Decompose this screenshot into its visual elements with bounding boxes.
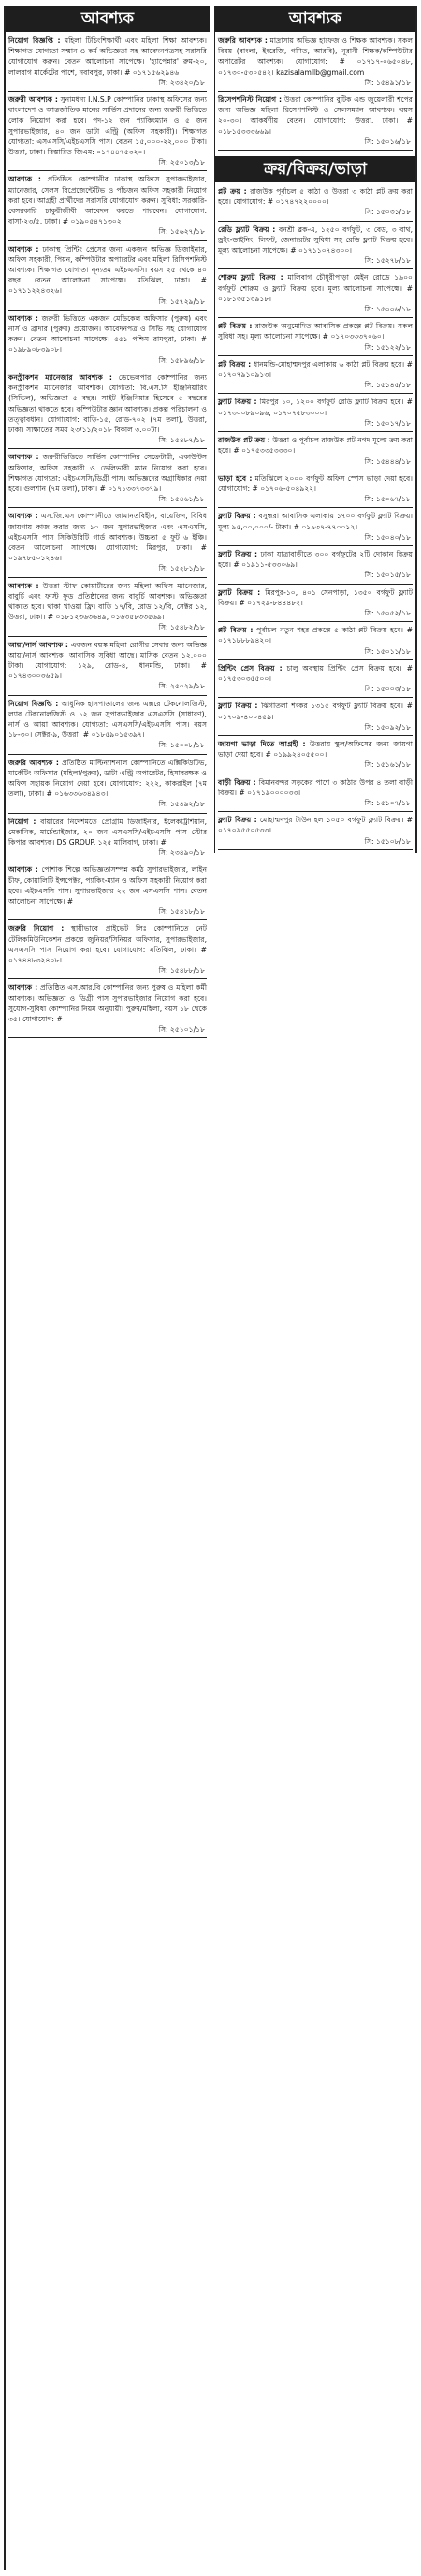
ad-title: নিয়োগ বিজ্ঞপ্তি : <box>8 36 61 45</box>
ad-body: ঢাকাস্থ প্রিন্টিং প্রেসের জন্য একজন অভিজ্ঞ ডিজাইনার, অফিস সহকারী, পিয়ন, কম্পিউটার অপারেটর এবং মহিলা রিসিপশনিস্ট আবশ্যক। শিক্ষাগত যোগ্যতা নূন্যতম এইচএসসি। বয়স ২৫ থেকে ৪০ বছর। বেতন আলোচনা সাপেক্ষে। মতিঝিল, ঢাকা। # ০১৭১১২২৪৩২৬। <box>8 244 207 296</box>
classified-ad <box>218 701 413 733</box>
ad-title: জরুরি নিয়োগ : <box>8 924 65 933</box>
classified-ad <box>8 640 207 693</box>
ad-title: জায়গা ভাড়া দিতে আগ্রহী : <box>218 739 306 748</box>
ad-body: বসুন্ধরা আবাসিক এলাকায় ১৭০০ বর্গফুট ফ্ল্যাট বিক্রয়। মূল্য ৯৫,০০,০০০/- টাকা। # ০১৯৩৭-৭৭০০১২। <box>218 512 414 531</box>
ad-body: পোশাক শিল্পে অভিজ্ঞতাসম্পন্ন কর্মঠ সুপারভাইজার, লাইন চীফ, কোয়ালিটি ইন্সপেক্টর, প্যাকিং-ম্যান ও অফিস সহকারী নিয়োগ করা হবে। এইচএসসি পাস। সুপারভাইজার ২২ জন এসএসসি পাস। বেতন আলোচনা সাপেক্ষে। # <box>8 865 207 906</box>
ad-divider <box>218 659 413 660</box>
ad-title: আবশ্যক : <box>8 512 38 521</box>
ad-code: সি: ১৫০১৭/১৮ <box>364 418 411 427</box>
ad-body: প্রতিষ্ঠিত এস.আর.বি কোম্পানির জন্য পুরুষ ও মহিলা কর্মী আবশ্যক। অভিজ্ঞতা ও ডিগ্রী পাস সুপারভাইজার নিয়োগ করা হবে। সুযোগ-সুবিধা কোম্পানির নিয়ম অনুযায়ী। পুরুষ/মহিলা, বয়স ১৮ থেকে ৩৫। যোগাযোগ: # <box>8 983 207 1024</box>
classified-ad <box>218 625 413 658</box>
ad-body: মিরপুর-১০, ৪০১ সেনপাড়া, ১৩৫০ বর্গফুট ফ্ল্যাট বিক্রয়। # ০১৭২৯-৮৪৪৪৮২। <box>218 587 413 607</box>
ad-body: একজন বয়স্ক মহিলা রোগীর সেবার জন্য অভিজ্ঞ আয়া/নার্স আবশ্যক। আবাসিক সুবিধা আছে। মাসিক বেতন ১২,০০০ টাকা। যোগাযোগ: ১২৯, রোড-৪, ধানমন্ডি, ঢাকা। # ০১৭৪৩০০৩৬৫৯। <box>8 640 207 681</box>
ad-body: মোহাম্মদপুর টাউন হল ১০৫০ বর্গফুট ফ্ল্যাট বিক্রয়। # ০১৭০৯৫৫০৫৩৩। <box>218 816 414 835</box>
property-ads-list <box>218 186 413 850</box>
ad-title: রাজউক প্লট ক্রয় : <box>218 436 270 445</box>
classified-ad <box>218 587 413 620</box>
ad-title: ফ্ল্যাট বিক্রয় : <box>218 587 261 597</box>
ad-body: ধানমন্ডি-মোহাম্মদপুর এলাকায় ৬ কাঠা প্লট বিক্রয় হবে। # ০১৭০৭৯১০৯১৩। <box>218 359 413 380</box>
classified-ad <box>218 224 413 268</box>
ad-title: আবশ্যক : <box>8 581 39 590</box>
ad-divider <box>218 621 413 622</box>
ad-code: সি: ১৫৪৯২/১৮ <box>158 800 205 809</box>
ad-title: কনস্ট্রাকশন ম্যানেজার আবশ্যক : <box>8 372 112 382</box>
ad-code: সি: ১৫৪৮৮/১৮ <box>158 966 205 976</box>
ad-divider <box>8 636 207 637</box>
ad-divider <box>218 431 413 432</box>
ad-divider <box>218 584 413 585</box>
classified-ad <box>8 982 207 1035</box>
ad-body: প্রতিষ্ঠিত কোম্পানীর ঢাকাস্থ অফিসে সুপারভাইজার, ম্যানেজার, সেলস রিপ্রেজেন্টেটিভ ও পাঁচজন অফিস সহকারী নিয়োগ করা হবে। আগ্রহী প্রার্থীদের সরাসরি যোগাযোগ করুন। সুবিধা: সরকারি-বেসরকারি চাকুরীজীবী আবেদন করতে পারবেন। যোগাযোগ: বাসা-২৩/৫, ঢাকা। # ০১৯০৫৪৭১৩০২। <box>8 175 207 226</box>
ad-body: মতিঝিলে ২০০০ বর্গফুট অফিস স্পেস ভাড়া দেয়া হবে। যোগাযোগ: # ০১৭০৬-৫০৪৯২২। <box>218 473 413 493</box>
ad-code: সি: ১৫১০৮/১৮ <box>364 836 411 846</box>
ad-title: জরুরী আবশ্যক : <box>8 95 58 105</box>
ad-divider <box>218 91 413 92</box>
ad-divider <box>8 978 207 979</box>
ad-divider <box>218 735 413 736</box>
ad-divider <box>8 507 207 508</box>
ad-code: সি: ১৫০১৫/১৮ <box>364 571 411 580</box>
classified-ad <box>8 452 207 505</box>
classified-ad <box>8 36 207 89</box>
ad-title: আবশ্যক : <box>8 865 38 875</box>
ad-title: আবশ্যক : <box>8 175 41 184</box>
ad-body: মহিলা টিচিংশিক্ষার্থী এবং মহিলা শিক্ষা আবশ্যক। শিক্ষাগত যোগ্যতা সম্মান ও কর্ম অভিজ্ঞতা সহ আবেদনপত্রসহ সরাসরি যোগাযোগ করুন। বেতন আলোচনা সাপেক্ষে। 'হ্যাপেন্নার' রুম-২০, লালবাগ মার্কেটের পাশে, নবাবপুর, ঢাকা। # ০১৭১৫৬২৯৪৬ <box>8 36 207 77</box>
ad-title: আবশ্যক : <box>8 244 39 253</box>
ad-code: সি: ২৫১০১/১৮ <box>158 1025 205 1035</box>
right-section-header: আবশ্যক <box>215 6 415 32</box>
ad-title: ফ্ল্যাট বিক্রয় : <box>218 816 257 825</box>
ad-body: উত্তরায় স্কুল/অফিসের জন্য জায়গা ভাড়া দেয়া হবে। # ০১৯৯২৪০৫৫০০। <box>218 739 413 760</box>
ad-body: জরুরীভিত্তিতে সার্ভিস কোম্পানির সেক্রেটারী, একাউন্টস অফিসার, অফিস সহকারী ও ডেলিভারী ম্যান নিয়োগ করা হবে। শিক্ষাগত যোগ্যতা: এইচএসসি/ডিগ্রী পাস। অভিজ্ঞদের অগ্রাধিকার দেয়া হবে। গুলশান (৭ম তলা), ঢাকা। # ০১৭১৩৩৭৩৩৭৯। <box>8 453 207 493</box>
ad-body: চালু অবস্থায় প্রিন্টিং প্রেস বিক্রয় হবে। # ০১৭৫৩০৩৫৫০০। <box>218 663 413 683</box>
classified-ad <box>8 758 207 811</box>
ad-divider <box>8 695 207 696</box>
ad-code: সি: ১৫১০৭/১৮ <box>364 798 411 807</box>
ad-title: প্লট ক্রয় : <box>218 187 247 196</box>
classified-ad <box>8 372 207 446</box>
ad-divider <box>218 393 413 394</box>
ad-code: সি: ১৫১২২/১৮ <box>364 342 411 352</box>
classified-ad <box>8 94 207 168</box>
classified-ad <box>218 186 413 219</box>
ad-divider <box>8 577 207 578</box>
ad-divider <box>218 150 413 151</box>
left-column <box>4 6 210 2570</box>
ad-code: সি: ১৫০০৬/১৮ <box>364 305 411 314</box>
ad-code: সি: ১৫৪১৮/১৮ <box>158 907 205 917</box>
ad-code: সি: ১৫০৩১/১৮ <box>364 208 411 217</box>
ad-divider <box>8 448 207 449</box>
ad-code: সি: ১৫৪৬১/১৮ <box>158 495 205 504</box>
ad-divider <box>218 811 413 812</box>
classified-ad <box>8 244 207 308</box>
ad-title: রেডি ফ্ল্যাট বিক্রয় : <box>218 224 276 234</box>
ad-body: উত্তরা স্টাফ কোয়ার্টারের জন্য মহিলা অফিস ম্যানেজার, বাবুর্চি এবং ফাস্ট ফুড প্রতিষ্ঠানের জন্য বাবুর্চি আবশ্যক। অভিজ্ঞতা থাকতে হবে। থাকা খাওয়া ফ্রি। বাড়ি ১৭/বি, রোড ১২/বি, সেক্টর ১২, উত্তরা, ঢাকা। # ০১৮১২৩৬৩৬৪৯, ০১৬৩৫৮৩৩৫৬৯। <box>8 581 207 622</box>
ad-body: মাদ্রাসায় অভিজ্ঞ হাফেজ ও শিক্ষক আবশ্যক। সকল বিষয় (বাংলা, ইংরেজি, গণিত, আরবি), নূরানী শিক্ষক/কম্পিউটার অপারেটর আবশ্যক। যোগাযোগ: # ০১৭১৭-০৬৫০৪৮, ০১৭৩০-৫৩০৫৪২। kazisalamllb@gmail.com <box>218 36 413 77</box>
ad-code: সি: ১৫১৪৫/১৮ <box>364 381 411 390</box>
ad-divider <box>8 754 207 755</box>
ad-title: আয়া/নার্স আবশ্যক : <box>8 640 68 649</box>
classified-ad <box>8 699 207 752</box>
classified-ad <box>8 864 207 918</box>
ad-code: সি: ১৫০৫২/১৮ <box>364 608 411 617</box>
ad-title: আবশ্যক : <box>8 453 39 462</box>
ad-divider <box>218 221 413 222</box>
ad-body: আধুনিক হাসপাতালের জন্য এক্সরে টেকনোলজিস্ট, ল্যাব টেকনোলজিস্ট ও ১২ জন সুপারভাইজার এসএসসি (সাধারণ), নার্স ও আয়া আবশ্যক। যোগ্যতা: এসএসসি/এইচএসসি পাস। বয়স ১৮-৩০। সেক্টর-৯, উত্তরা। # ০১৮৫৯০১৫৩৯৭। <box>8 699 207 740</box>
ad-divider <box>218 317 413 318</box>
ad-code: সি: ১৫০৬৭/১৮ <box>364 495 411 504</box>
ad-divider <box>218 268 413 269</box>
ad-code: সি: ১৫৬২৭/১৮ <box>158 227 205 237</box>
ad-body: ঢাকা যাত্রাবাড়ীতে ৩০০ বর্গফুটের ২টি দোকান বিক্রয় হবে। # ০১৯১১-৫৩৩০৬৯। <box>218 549 413 570</box>
ad-body: বনশ্রী ব্লক-এ, ১২৫০ বর্গফুট, ৩ বেড, ৩ বাথ, ড্রইং-ডাইনিং, লিফট, জেনারেটর সুবিধা সহ রেডি ফ্ল্যাট বিক্রয় হবে। মূল্য আলোচনা সাপেক্ষে। # ০১৭১১০৭৪৩০০। <box>218 224 413 255</box>
ad-title: আবশ্যক : <box>8 313 38 323</box>
left-section-header: আবশ্যক <box>6 6 210 32</box>
ad-body: বায়ারের নির্দেশমতে প্রোগ্রাম ডিজাইনার, ইলেকট্রিশিয়ান, মেকানিক, মার্চেন্ডাইজার, ২০ জন এসএসসি/এইচএসসি পাস স্টোর কিপার আবশ্যক। DS GROUP. ১২৫ মালিবাগ, ঢাকা। # <box>8 817 207 847</box>
classified-ad <box>218 397 413 429</box>
ad-title: বাড়ী বিক্রয় : <box>218 777 256 787</box>
ad-body: পূর্বাচল নতুন শহর প্রকল্পে ৫ কাঠা প্লট বিক্রয় হবে। # ০১৭১৮৮৮৯৪২০। <box>218 626 413 645</box>
classified-ad <box>218 663 413 696</box>
ad-title: শোরুম ফ্ল্যাট বিক্রয় : <box>218 273 283 282</box>
ad-title: ভাড়া হবে : <box>218 473 253 483</box>
ad-code: সি: ১৫০৯২/১৮ <box>364 722 411 731</box>
classified-ad <box>8 174 207 238</box>
ad-code: সি: ১৫২৭৮/১৮ <box>364 256 411 266</box>
ad-code: সি: ২৫০১৩/১৮ <box>158 158 205 167</box>
right-ads-list <box>218 36 413 151</box>
ad-title: ফ্ল্যাট বিক্রয় : <box>218 702 258 711</box>
ad-title: জরুরি আবশ্যক : <box>218 36 268 45</box>
ad-title: রিসেপশনিস্ট নিয়োগ : <box>218 95 283 105</box>
ad-title: ফ্ল্যাট বিক্রয় : <box>218 398 257 407</box>
ad-divider <box>218 697 413 698</box>
classified-ad <box>218 511 413 543</box>
ad-title: ফ্ল্যাট বিক্রয় : <box>218 512 256 521</box>
ad-code: সি: ২৩৪৯০/১৮ <box>158 848 205 858</box>
right-column <box>214 6 417 853</box>
classified-ad <box>218 549 413 582</box>
classified-ad <box>218 94 413 148</box>
classified-ad <box>218 321 413 354</box>
ad-title: ফ্ল্যাট বিক্রয় : <box>218 549 258 558</box>
ad-body: উত্তরা কোম্পানির বুটিক এন্ড জুয়েলারী শপের জন্য অভিজ্ঞ মহিলা রিসেপশনিস্ট ও সেলসম্যান আবশ্যক। বয়স ২০-৩০। আকর্ষণীয় বেতন। যোগাযোগ: উত্তরা, ঢাকা। # ০১৮১৫৩৩৩৬৬৯। <box>218 95 413 136</box>
ad-code: সি: ১৫৪৮৭/১৮ <box>158 436 205 445</box>
classified-ad <box>218 359 413 392</box>
ad-divider <box>8 813 207 814</box>
classified-ad <box>8 581 207 634</box>
ad-body: মালিবাগ চৌধুরীপাড়া মেইন রোডে ১৬০০ বর্গফুট শোরুম ও ফ্ল্যাট বিক্রয় হবে। মূল্য আলোচনা সাপেক্ষে। # ০১৮১৩৫১৩৯১৮। <box>218 273 413 303</box>
ad-body: ডেভেলপার কোম্পানির জন্য কনস্ট্রাকশন ম্যানেজার আবশ্যক। যোগ্যতা: বি.এস.সি ইঞ্জিনিয়ারিং (সিভিল), অভিজ্ঞতা ৫ বছর। সাইট ইঞ্জিনিয়ার হিসেবে ৫ বছরের অভিজ্ঞতা থাকতে হবে। কম্পিউটার জ্ঞান আবশ্যক। প্রকল্প পরিচালনা ও তত্ত্বাবধান। যোগাযোগ: বাড়ি-১৫, রোড-৭০২ (৭ম তলা), উত্তরা, ঢাকা। সাক্ষাতের সময় ২৩/১১/২০১৮ বিকাল ৩.০০টা। <box>8 372 207 434</box>
ad-title: আবশ্যক : <box>8 983 38 992</box>
ad-body: ঝিগাতলা শংকর ১৩১৫ বর্গফুট ফ্ল্যাট বিক্রয় হবে। # ০১৭০৯-৪০০৪৫৯। <box>218 702 414 721</box>
classified-ad <box>218 815 413 847</box>
ad-code: সি: ১৫২৮১/১৮ <box>158 564 205 573</box>
classified-ad <box>8 817 207 860</box>
ad-title: নিয়োগ বিজ্ঞপ্তি : <box>8 699 59 708</box>
ad-divider <box>8 170 207 171</box>
ad-title: নিয়োগ : <box>8 817 36 826</box>
classified-ad <box>218 435 413 468</box>
ad-title: প্লট বিক্রয় : <box>218 359 252 369</box>
ad-code: সি: ১৫৪৯১/১৮ <box>364 78 411 87</box>
ad-code: সি: ১৫০৪০/১৮ <box>364 532 411 542</box>
ad-divider <box>8 240 207 241</box>
ad-code: সি: ১৫০১৬/১৮ <box>364 137 411 146</box>
ad-body: এস.জি.এস কোম্পানীতে জামানতবিহীন, বায়েজিদ, বিবিধ জায়গায় কাজ করার জন্য ১০ জন সুপারভাইজার এবং এসএসসি, এইচএসসি পাস সিকিউরিটি গার্ড আবশ্যক। উচ্চতা ৫ ফুট ৬ ইঞ্চি। বেতন আলোচনা সাপেক্ষে। যোগাযোগ: মিরপুর, ঢাকা। # ০১৯৭৮৫০১২৪৬। <box>8 512 207 563</box>
ad-divider <box>218 507 413 508</box>
ad-divider <box>218 849 413 850</box>
ad-body: প্রতিষ্ঠিত মাল্টিন্যাশনাল কোম্পানিতে এক্সিকিউটিভ, মার্কেটিং অফিসার (মহিলা/পুরুষ), ডাটা এন্ট্রি অপারেটর, হিসাবরক্ষক ও অফিস সহায়ক নিয়োগ দেয়া হবে। যোগাযোগ: ২২২, কাকরাইল (৭ম তলা), ঢাকা। # ০১৬৩৩৬৩৪৯৪৩। <box>8 758 207 799</box>
classified-ad <box>218 777 413 810</box>
ad-divider <box>8 310 207 311</box>
ad-title: জরুরি আবশ্যক : <box>8 758 59 767</box>
ad-body: স্থায়ীভাবে প্রাইভেট লিঃ কোম্পানিতে নেট টেলিকমিউনিকেশন প্রকল্পে জুনিয়র/সিনিয়র অফিসার, সুপারভাইজার, এসএসসি পাস নিয়োগ করা হবে। যোগাযোগ: মতিঝিল, ঢাকা। # ০১৭৪৪৮৩২৪০৮। <box>8 924 207 965</box>
ad-divider <box>8 919 207 920</box>
ad-code: সি: ১৫৭২৯/১৮ <box>158 297 205 306</box>
ad-divider <box>8 91 207 92</box>
ad-body: রাজউক পূর্বাচল ৫ কাঠা ও উত্তরা ৩ কাঠা প্লট ক্রয় করা হবে। যোগাযোগ: # ০১৭৪৭২২০০০০। <box>218 187 413 207</box>
ad-title: প্লট বিক্রয় : <box>218 322 253 331</box>
buy-sell-rent-header: ক্রয়/বিক্রয়/ভাড়া <box>215 156 415 182</box>
classified-ad <box>218 272 413 315</box>
ad-body: মিরপুর ১০, ১২০০ বর্গফুট রেডি ফ্ল্যাট বিক্রয় হবে। # ০১৭৩০০৮৯০৯৬, ০১৭০৭৫৮৩০০০। <box>218 398 413 417</box>
classified-ad <box>218 36 413 89</box>
ad-body: উত্তরা ও পূর্বাচল রাজউক প্লট নগদ মূল্যে ক্রয় করা হবে। # ০১৭৫৩৩৫৩৩৩০। <box>218 436 413 456</box>
ad-divider <box>218 545 413 546</box>
ad-code: সি: ২৫০২৯/১৮ <box>158 682 205 691</box>
ad-body: রাজউক অনুমোদিত আবাসিক প্রকল্পে প্লট বিক্রয়। সকল সুবিধা সহ। মূল্য আলোচনা সাপেক্ষে। # ০১৭০৩৩৩৭০৬০। <box>218 322 413 341</box>
ad-body: সুনামধন্য I.N.S.P কোম্পানির ঢাকাস্থ অফিসের জন্য বাংলাদেশ ও আন্তর্জাতিক মানের সার্ভিস প্রদানের জন্য জরুরী ভিত্তিতে লোক নিয়োগ করা হবে। পদ-১২ জন প্যাকিংম্যান ও ৫ জন সুপারভাইজার, ৪০ জন ডাটা এন্ট্রি (অফিস সহকারী)। শিক্ষাগত যোগ্যতা: এসএসসি/এইচএসসি পাস। বেতন ১৫,০০০-২২,০০০ টাকা। উত্তরা, ঢাকা। বিস্তারিত জিএম: ০১৭৪৪৭৫৩২০। <box>8 95 207 157</box>
ad-code: সি: ১৫৪৮২/১৮ <box>158 623 205 632</box>
classified-ad <box>8 511 207 574</box>
left-ads-list <box>8 36 207 1038</box>
ad-body: বিমানবন্দর সড়কের পাশে ৩ কাঠার উপর ৪ তলা বাড়ী বিক্রয়। # ০১৭১৯০০০০৩৩। <box>218 777 413 797</box>
classified-ad <box>218 473 413 506</box>
ad-code: সি: ১৫০১১/১৮ <box>364 646 411 656</box>
ad-code: সি: ১৫০০৮/১৮ <box>158 741 205 750</box>
ad-code: সি: ১৫১৬১/১৮ <box>364 760 411 770</box>
ad-title: প্লট বিক্রয় : <box>218 626 254 635</box>
ad-code: সি: ১৫৮৯৬/১৮ <box>158 355 205 365</box>
ad-title: প্রিন্টিং প্রেস বিক্রয় : <box>218 663 283 673</box>
classified-ad <box>8 313 207 367</box>
ad-code: সি: ২৩৪২০/১৮ <box>158 78 205 87</box>
ad-divider <box>218 355 413 356</box>
classified-ad <box>218 739 413 772</box>
ad-body: জরুরী ভিত্তিতে একজন মেডিকেল অফিসার (পুরুষ) এবং নার্স ও ব্রাদার (পুরুষ) প্রয়োজন। আবেদনপত্র ও সিভি সহ যোগাযোগ করুন। বেতন আলোচনা সাপেক্ষে। ৫৫১ পশ্চিম রামপুরা, ঢাকা। # ০১৯৮৯০৮৩৯০৮। <box>8 313 207 355</box>
ad-divider <box>8 1037 207 1038</box>
ad-code: সি: ১৫৪৪৪/১৮ <box>364 456 411 466</box>
classified-ad <box>8 923 207 977</box>
ad-code: সি: ১৫০০৩/১৮ <box>364 685 411 694</box>
